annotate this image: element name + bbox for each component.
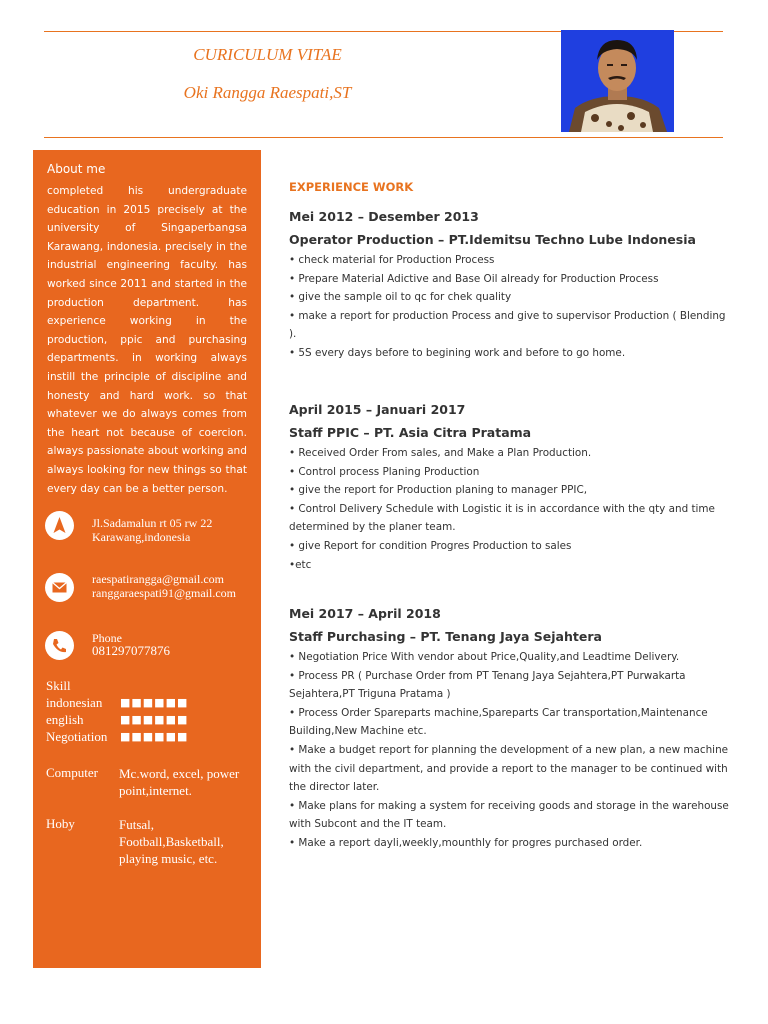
job-title: Staff PPIC – PT. Asia Citra Pratama (289, 425, 532, 440)
profile-photo (561, 30, 674, 132)
address-line1: Jl.Sadamalun rt 05 rw 22 (92, 516, 213, 530)
skill-name: indonesian (46, 695, 103, 710)
skill-heading: Skill (46, 678, 71, 693)
duty-item: • Negotiation Price With vendor about Price,Quality,and Leadtime Delivery. (289, 651, 680, 663)
duty-item: • Make plans for making a system for receiving goods and storage in the warehouse with Subcont and the IT team. (289, 799, 729, 831)
about-heading: About me (47, 162, 106, 176)
skill-name: Negotiation (46, 729, 108, 744)
email-primary[interactable]: raespatirangga@gmail.com (92, 572, 224, 586)
job-duties (289, 444, 729, 574)
duty-item: • Control process Planing Production (289, 465, 480, 478)
job-duties (289, 251, 729, 363)
duty-item: • check material for Production Process (289, 254, 495, 266)
job-entry (289, 209, 729, 363)
duty-item: • give the report for Production planing to manager PPIC, (289, 484, 588, 497)
job-title: Staff Purchasing – PT. Tenang Jaya Sejahtera (289, 629, 602, 644)
job-duties (289, 648, 729, 853)
duty-item: • Process Order Spareparts machine,Spareparts Car transportation,Maintenance Building,New Machine etc. (289, 706, 708, 738)
sidebar (33, 150, 261, 968)
computer-value: Mc.word, excel, power point,internet. (119, 766, 240, 798)
job-entry (289, 402, 729, 574)
hoby-label: Hoby (46, 816, 75, 831)
skill-rating-bar: ■■■■■■ (120, 730, 189, 743)
address-line2: Karawang,indonesia (92, 530, 191, 544)
skill-rating-bar: ■■■■■■ (120, 696, 189, 709)
experience-heading: EXPERIENCE WORK (289, 180, 414, 194)
person-name: Oki Rangga Raespati,ST (183, 83, 352, 102)
header-bottom-rule (44, 137, 723, 138)
skill-rating-bar: ■■■■■■ (120, 713, 189, 726)
phone-handset-icon (45, 631, 74, 660)
duty-item: • Make a budget report for planning the development of a new plan, a new machine with the civil department, and provide a report to the manager to be continued with the director later. (289, 743, 729, 794)
job-title: Operator Production – PT.Idemitsu Techno Lube Indonesia (289, 232, 696, 247)
hoby-value: Futsal, Football,Basketball, playing music, etc. (119, 817, 224, 866)
duty-item: • Received Order From sales, and Make a Plan Production. (289, 447, 592, 459)
duty-item: • Control Delivery Schedule with Logistic it is in accordance with the qty and time determined by the planer team. (289, 502, 715, 534)
job-entry (289, 606, 729, 853)
job-period: April 2015 – Januari 2017 (289, 402, 466, 417)
duty-item: • give Report for condition Progres Production to sales (289, 539, 572, 552)
duty-item: • Make a report dayli,weekly,mounthly for progres purchased order. (289, 836, 643, 849)
duty-item: • Process PR ( Purchase Order from PT Tenang Jaya Sejahtera,PT Purwakarta Sejahtera,PT Triguna Pratama ) (289, 669, 686, 701)
duty-item: •etc (289, 558, 312, 571)
about-text: completed his undergraduate education in 2015 precisely at the university of Singaperbangsa Karawang, indonesia. precisely in the industrial engineering faculty. has worked since 2011 and started in the production department. has experience working in the production, ppic and purchasing departments. in working always instill the principle of discipline and honesty and hard work. so that whatever we do always comes from the heart not because of coercion. always passionate about working and always looking for new things so that every day can be a better person. (47, 185, 247, 495)
skill-name: english (46, 712, 84, 727)
navigation-arrow-icon (45, 511, 74, 540)
envelope-icon (45, 573, 74, 602)
phone-number: 081297077876 (92, 643, 170, 658)
document-title: CURICULUM VITAE (193, 45, 342, 64)
computer-label: Computer (46, 765, 98, 780)
duty-item: • make a report for production Process and give to supervisor Production ( Blending ). (289, 309, 726, 341)
email-secondary[interactable]: ranggaraespati91@gmail.com (92, 586, 236, 600)
job-period: Mei 2012 – Desember 2013 (289, 209, 479, 224)
duty-item: • Prepare Material Adictive and Base Oil already for Production Process (289, 272, 659, 285)
phone-label: Phone (92, 631, 122, 645)
duty-item: • give the sample oil to qc for chek quality (289, 291, 512, 304)
duty-item: • 5S every days before to begining work and before to go home. (289, 346, 626, 359)
job-period: Mei 2017 – April 2018 (289, 606, 441, 621)
